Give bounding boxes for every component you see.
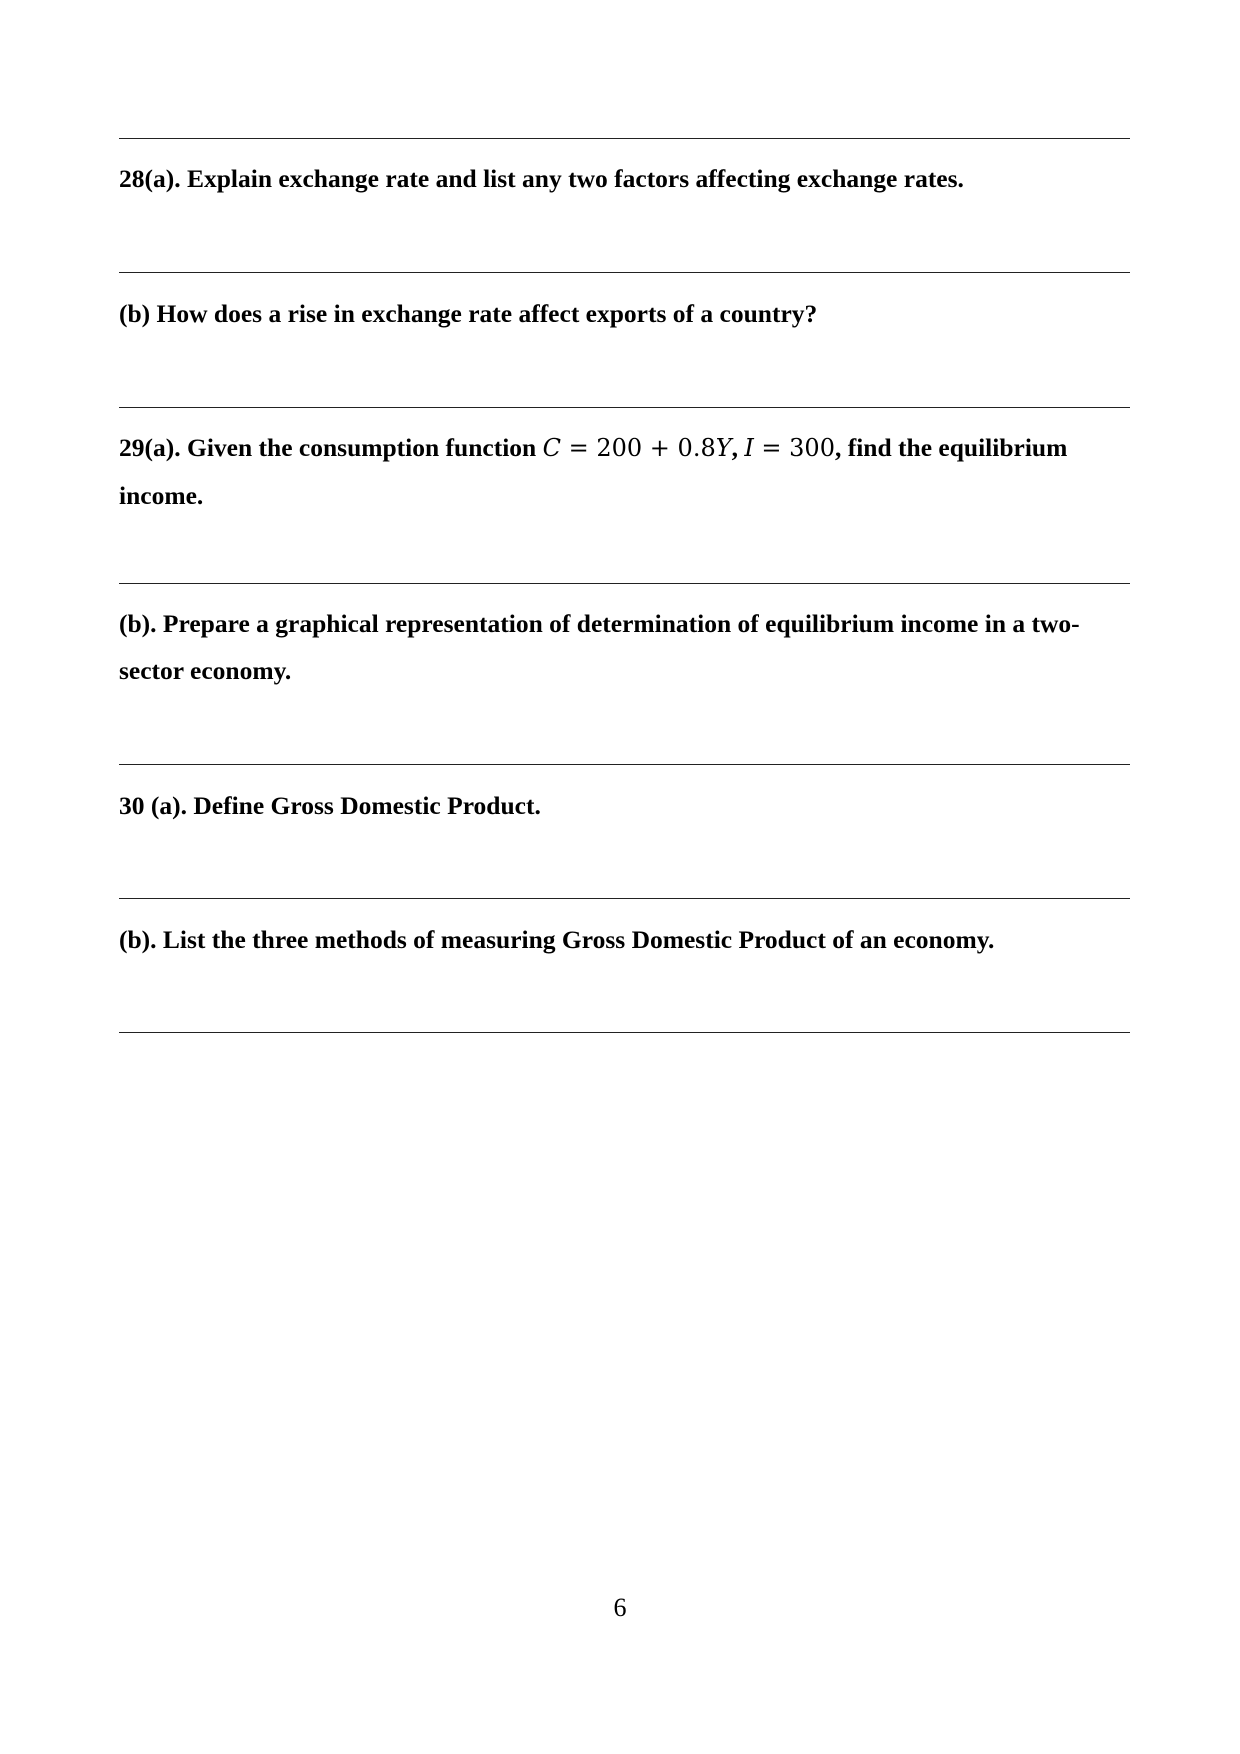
- question-29a: 29(a). Given the consumption function C = 200 + 0.8Y, I = 300, find the equilibrium income.: [119, 433, 1068, 510]
- investment-formula: I = 300: [744, 434, 835, 462]
- divider-line: [119, 407, 1130, 408]
- divider-line: [119, 764, 1130, 765]
- divider-line: [119, 898, 1130, 899]
- consumption-function-formula: C = 200 + 0.8Y: [542, 434, 732, 462]
- divider-line: [119, 272, 1130, 273]
- question-30b: (b). List the three methods of measuring Gross Domestic Product of an economy.: [119, 925, 995, 954]
- question-30a: 30 (a). Define Gross Domestic Product.: [119, 791, 541, 820]
- divider-line: [119, 1032, 1130, 1033]
- question-29a-prefix: 29(a). Given the consumption function: [119, 433, 537, 462]
- page-number: 6: [613, 1593, 627, 1622]
- divider-line: [119, 138, 1130, 139]
- question-29a-suffix: , find the equilibrium income.: [119, 433, 1068, 510]
- divider-line: [119, 583, 1130, 584]
- question-28b: (b) How does a rise in exchange rate affect exports of a country?: [119, 299, 818, 328]
- question-28a: 28(a). Explain exchange rate and list any two factors affecting exchange rates.: [119, 164, 964, 193]
- question-29b: (b). Prepare a graphical representation of determination of equilibrium income in a two-sector economy.: [119, 609, 1080, 685]
